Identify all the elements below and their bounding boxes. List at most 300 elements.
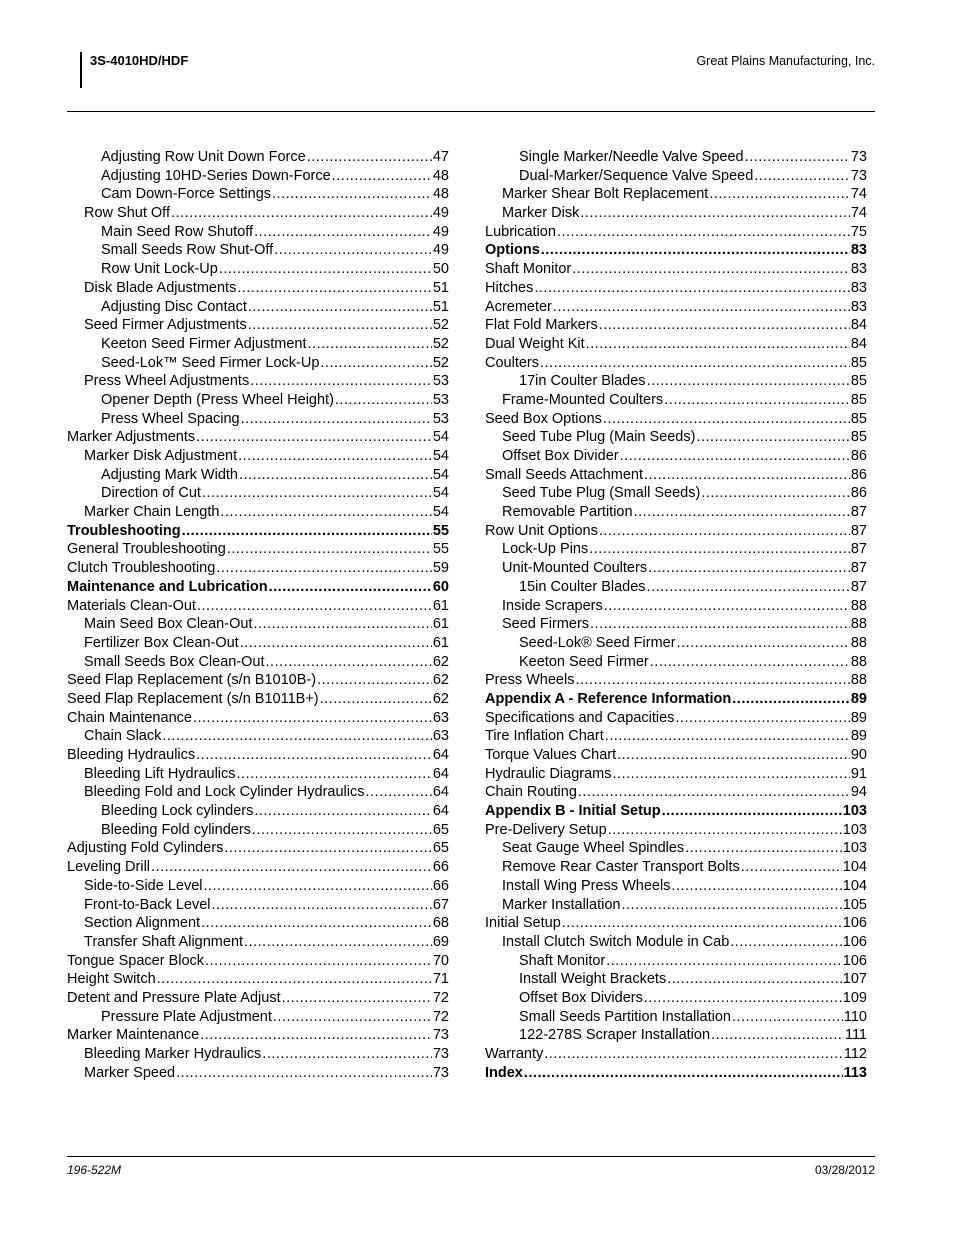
toc-entry-page: 87 [850, 560, 867, 577]
toc-entry-title: Leveling Drill [67, 859, 151, 876]
toc-entry-title: Press Wheels [485, 672, 575, 689]
toc-entry-page: 112 [843, 1046, 867, 1062]
toc-entry[interactable] [485, 990, 867, 1009]
footer-date: 03/28/2012 [814, 1163, 875, 1177]
toc-entry[interactable] [485, 635, 867, 654]
toc-dot-leader [620, 448, 850, 464]
toc-entry-page: 61 [432, 597, 449, 614]
toc-dot-leader [262, 1046, 432, 1062]
toc-entry-page: 71 [432, 971, 449, 988]
toc-dot-leader [237, 280, 432, 296]
toc-entry[interactable] [67, 822, 449, 841]
toc-entry[interactable] [67, 1027, 449, 1046]
toc-entry[interactable] [485, 784, 867, 803]
toc-entry[interactable] [67, 467, 449, 486]
toc-entry[interactable] [67, 859, 449, 878]
toc-entry[interactable] [67, 635, 449, 654]
toc-entry-title: Main Seed Box Clean-Out [84, 616, 253, 633]
toc-entry-title: 15in Coulter Blades [519, 578, 646, 595]
toc-entry-page: 106 [842, 933, 867, 950]
toc-entry-title: Inside Scrapers [502, 597, 603, 614]
toc-dot-leader [240, 635, 432, 651]
toc-entry[interactable] [485, 355, 867, 374]
toc-entry-title: Marker Installation [502, 896, 621, 913]
toc-entry-title: Seat Gauge Wheel Spindles [502, 840, 685, 857]
toc-entry-title: Install Clutch Switch Module in Cab [502, 933, 730, 950]
toc-entry-page: 52 [432, 335, 449, 352]
toc-entry-page: 67 [432, 896, 449, 913]
toc-entry[interactable] [67, 878, 449, 897]
toc-entry[interactable] [67, 784, 449, 803]
toc-entry-title: Adjusting Fold Cylinders [67, 840, 224, 857]
toc-entry-page: 104 [842, 877, 867, 894]
toc-entry[interactable] [67, 373, 449, 392]
toc-entry[interactable] [485, 467, 867, 486]
toc-entry-title: Adjusting 10HD-Series Down-Force [101, 167, 331, 184]
toc-dot-leader [365, 784, 431, 800]
toc-dot-leader [732, 691, 850, 707]
toc-entry-title: Seed Firmers [502, 616, 590, 633]
toc-entry[interactable] [67, 355, 449, 374]
toc-dot-leader [524, 1065, 843, 1081]
toc-entry-title: Options [485, 242, 540, 259]
toc-entry-page: 54 [432, 504, 449, 521]
toc-entry-title: Height Switch [67, 971, 156, 988]
toc-entry[interactable] [67, 261, 449, 280]
toc-entry-page: 85 [850, 354, 867, 371]
toc-entry-title: Index [485, 1064, 523, 1081]
toc-entry[interactable] [67, 710, 449, 729]
toc-entry-title: Marker Adjustments [67, 429, 196, 446]
toc-entry-page: 104 [842, 859, 867, 876]
toc-entry-title: Marker Speed [84, 1064, 176, 1081]
toc-entry[interactable] [485, 934, 867, 953]
toc-entry-page: 87 [850, 541, 867, 558]
toc-dot-leader [599, 317, 850, 333]
toc-entry[interactable] [485, 672, 867, 691]
toc-entry[interactable] [485, 504, 867, 523]
toc-entry[interactable] [485, 149, 867, 168]
toc-dot-leader [237, 766, 432, 782]
toc-dot-leader [590, 616, 850, 632]
toc-dot-leader [580, 205, 850, 221]
toc-entry[interactable] [67, 840, 449, 859]
toc-entry-page: 50 [432, 261, 449, 278]
toc-entry[interactable] [485, 560, 867, 579]
toc-entry[interactable] [67, 224, 449, 243]
toc-entry-page: 52 [432, 354, 449, 371]
toc-entry-page: 47 [432, 149, 449, 165]
toc-entry[interactable] [67, 897, 449, 916]
toc-entry[interactable] [67, 429, 449, 448]
toc-entry-page: 103 [842, 821, 867, 838]
toc-entry[interactable] [67, 186, 449, 205]
toc-dot-leader [219, 261, 432, 277]
toc-dot-leader [617, 747, 850, 763]
toc-entry[interactable] [485, 1065, 867, 1084]
toc-entry-title: Shaft Monitor [519, 952, 606, 969]
footer-doc-number: 196-522M [67, 1163, 122, 1177]
toc-entry[interactable] [485, 1046, 867, 1065]
toc-entry-page: 110 [843, 1008, 867, 1025]
toc-entry-page: 52 [432, 317, 449, 334]
toc-entry-title: Row Unit Lock-Up [101, 261, 218, 278]
toc-entry-title: Main Seed Row Shutoff [101, 223, 254, 240]
toc-entry[interactable] [485, 598, 867, 617]
toc-entry[interactable] [67, 579, 449, 598]
toc-entry-page: 111 [844, 1027, 867, 1044]
toc-dot-leader [216, 560, 432, 576]
toc-dot-leader [741, 859, 842, 875]
toc-entry-title: Marker Chain Length [84, 504, 220, 521]
toc-entry[interactable] [67, 654, 449, 673]
toc-entry-title: Acremeter [485, 298, 552, 315]
toc-dot-leader [540, 355, 850, 371]
toc-entry[interactable] [485, 448, 867, 467]
toc-entry-title: Chain Routing [485, 784, 577, 801]
toc-entry[interactable] [67, 616, 449, 635]
toc-entry-page: 74 [850, 186, 867, 203]
toc-entry[interactable] [67, 336, 449, 355]
toc-entry-page: 73 [432, 1046, 449, 1062]
toc-entry[interactable] [67, 1046, 449, 1065]
toc-entry[interactable] [485, 579, 867, 598]
toc-entry-title: Transfer Shaft Alignment [84, 933, 244, 950]
toc-entry-page: 88 [850, 597, 867, 614]
toc-entry[interactable] [67, 915, 449, 934]
toc-entry[interactable] [67, 766, 449, 785]
toc-entry[interactable] [67, 485, 449, 504]
toc-dot-leader [711, 1027, 844, 1043]
toc-entry-page: 86 [850, 448, 867, 464]
toc-entry-title: Torque Values Chart [485, 747, 617, 763]
toc-entry-title: Fertilizer Box Clean-Out [84, 634, 239, 651]
toc-entry-page: 94 [850, 784, 867, 801]
toc-entry[interactable] [485, 261, 867, 280]
toc-entry-title: Install Wing Press Wheels [502, 877, 671, 894]
toc-dot-leader [696, 429, 849, 445]
toc-dot-leader [541, 242, 850, 258]
toc-entry-title: Install Weight Brackets [519, 971, 667, 988]
toc-entry-title: Seed Flap Replacement (s/n B1010B-) [67, 672, 317, 689]
toc-dot-leader [553, 299, 850, 315]
toc-dot-leader [205, 953, 432, 969]
toc-entry-title: Flat Fold Markers [485, 317, 598, 334]
toc-dot-leader [274, 242, 432, 258]
toc-dot-leader [613, 766, 850, 782]
toc-entry[interactable] [67, 934, 449, 953]
toc-entry[interactable] [67, 523, 449, 542]
toc-dot-leader [248, 299, 432, 315]
toc-entry-page: 107 [842, 971, 867, 988]
toc-entry-page: 68 [432, 915, 449, 932]
toc-entry[interactable] [67, 392, 449, 411]
toc-entry-title: Adjusting Row Unit Down Force [101, 149, 306, 165]
toc-entry[interactable] [485, 186, 867, 205]
toc-entry-page: 85 [850, 373, 867, 390]
toc-entry-page: 64 [432, 765, 449, 782]
toc-entry-title: Hydraulic Diagrams [485, 765, 612, 782]
toc-entry-page: 49 [432, 205, 449, 222]
toc-entry-title: Bleeding Lift Hydraulics [84, 765, 236, 782]
header-vertical-bar [80, 52, 82, 88]
toc-entry-title: Hitches [485, 279, 534, 296]
toc-entry[interactable] [485, 971, 867, 990]
toc-dot-leader [253, 616, 431, 632]
toc-entry[interactable] [485, 691, 867, 710]
toc-dot-leader [204, 878, 432, 894]
toc-entry[interactable] [485, 822, 867, 841]
toc-entry-page: 61 [432, 634, 449, 651]
toc-dot-leader [701, 485, 850, 501]
toc-entry[interactable] [485, 224, 867, 243]
toc-entry[interactable] [485, 336, 867, 355]
toc-entry-title: Tongue Spacer Block [67, 952, 205, 969]
toc-dot-leader [196, 747, 432, 763]
toc-entry-page: 113 [843, 1064, 867, 1081]
toc-entry[interactable] [67, 1065, 449, 1084]
toc-dot-leader [254, 803, 432, 819]
toc-entry[interactable] [485, 411, 867, 430]
toc-entry-page: 83 [850, 279, 867, 296]
toc-entry[interactable] [485, 840, 867, 859]
toc-entry[interactable] [67, 411, 449, 430]
toc-entry-page: 106 [842, 952, 867, 969]
toc-entry[interactable] [485, 1027, 867, 1046]
toc-entry-title: Lubrication [485, 223, 556, 240]
toc-dot-leader [282, 990, 432, 1006]
toc-entry[interactable] [485, 205, 867, 224]
toc-entry-title: Marker Disk [502, 205, 580, 222]
toc-dot-leader [248, 317, 432, 333]
toc-entry-page: 48 [432, 186, 449, 203]
toc-entry-page: 73 [850, 149, 867, 165]
toc-dot-leader [201, 915, 432, 931]
toc-entry-title: Single Marker/Needle Valve Speed [519, 149, 744, 165]
toc-dot-leader [272, 186, 432, 202]
toc-entry-page: 106 [842, 915, 867, 932]
toc-entry-title: Marker Shear Bolt Replacement [502, 186, 709, 203]
toc-entry[interactable] [67, 299, 449, 318]
toc-entry-page: 87 [850, 578, 867, 595]
toc-dot-leader [664, 392, 850, 408]
toc-entry-page: 73 [432, 1027, 449, 1044]
toc-dot-leader [572, 261, 850, 277]
toc-entry[interactable] [67, 560, 449, 579]
toc-entry-page: 74 [850, 205, 867, 222]
toc-dot-leader [677, 635, 850, 651]
header-rule [67, 111, 875, 112]
header-company: Great Plains Manufacturing, Inc. [696, 54, 875, 68]
toc-entry[interactable] [485, 859, 867, 878]
toc-entry-page: 63 [432, 709, 449, 726]
toc-entry-page: 72 [432, 1008, 449, 1025]
toc-entry-title: Dual-Marker/Sequence Valve Speed [519, 167, 754, 184]
toc-dot-leader [709, 186, 850, 202]
toc-entry-page: 55 [432, 541, 449, 558]
toc-entry[interactable] [485, 299, 867, 318]
toc-entry-page: 73 [432, 1064, 449, 1081]
toc-entry-page: 87 [850, 504, 867, 521]
toc-dot-leader [239, 467, 432, 483]
toc-entry-title: Opener Depth (Press Wheel Height) [101, 391, 334, 408]
toc-dot-leader [220, 504, 431, 520]
toc-entry[interactable] [485, 878, 867, 897]
toc-entry[interactable] [67, 747, 449, 766]
toc-entry[interactable] [67, 971, 449, 990]
toc-entry-page: 91 [850, 765, 867, 782]
toc-dot-leader [224, 840, 432, 856]
toc-entry-page: 103 [842, 803, 867, 820]
toc-entry[interactable] [485, 654, 867, 673]
toc-entry-title: Maintenance and Lubrication [67, 578, 268, 595]
toc-entry[interactable] [67, 168, 449, 187]
toc-entry-page: 64 [432, 747, 449, 763]
toc-entry[interactable] [67, 541, 449, 560]
toc-dot-leader [730, 934, 842, 950]
toc-dot-leader [196, 429, 432, 445]
toc-dot-leader [151, 859, 432, 875]
toc-entry[interactable] [485, 523, 867, 542]
toc-entry-title: Marker Disk Adjustment [84, 448, 238, 464]
toc-entry-title: Pre-Delivery Setup [485, 821, 607, 838]
toc-entry-title: Seed Tube Plug (Small Seeds) [502, 485, 701, 502]
toc-entry[interactable] [67, 598, 449, 617]
toc-entry-page: 109 [842, 989, 867, 1006]
toc-entry[interactable] [67, 691, 449, 710]
toc-dot-leader [317, 672, 432, 688]
toc-entry-title: Removable Partition [502, 504, 633, 521]
toc-entry[interactable] [67, 280, 449, 299]
toc-entry-title: Materials Clean-Out [67, 597, 196, 614]
toc-entry-title: Small Seeds Attachment [485, 466, 643, 483]
toc-entry-page: 85 [850, 391, 867, 408]
toc-dot-leader [575, 672, 849, 688]
toc-dot-leader [604, 598, 850, 614]
toc-entry-page: 85 [850, 429, 867, 446]
toc-entry[interactable] [67, 953, 449, 972]
toc-entry[interactable] [67, 149, 449, 168]
toc-entry[interactable] [485, 485, 867, 504]
toc-dot-leader [647, 579, 850, 595]
toc-dot-leader [320, 691, 432, 707]
toc-entry[interactable] [485, 1009, 867, 1028]
toc-entry[interactable] [485, 803, 867, 822]
toc-entry[interactable] [67, 728, 449, 747]
toc-entry[interactable] [67, 205, 449, 224]
toc-entry[interactable] [67, 990, 449, 1009]
toc-dot-leader [269, 579, 432, 595]
toc-dot-leader [320, 355, 431, 371]
toc-dot-leader [589, 541, 850, 557]
toc-entry-title: Small Seeds Row Shut-Off [101, 242, 274, 259]
footer-rule [67, 1156, 875, 1157]
toc-dot-leader [202, 485, 432, 501]
toc-dot-leader [244, 934, 432, 950]
toc-dot-leader [586, 336, 850, 352]
toc-entry-page: 54 [432, 429, 449, 446]
toc-entry-title: Bleeding Fold and Lock Cylinder Hydraulics [84, 784, 365, 801]
toc-entry[interactable] [485, 953, 867, 972]
toc-entry-title: 122-278S Scraper Installation [519, 1027, 711, 1044]
toc-entry-page: 59 [432, 560, 449, 577]
toc-entry-page: 84 [850, 335, 867, 352]
toc-dot-leader [667, 971, 842, 987]
toc-entry-title: Seed Box Options [485, 410, 602, 427]
toc-entry-title: Keeton Seed Firmer [519, 653, 649, 670]
toc-dot-leader [644, 990, 842, 1006]
toc-entry-page: 105 [842, 896, 867, 913]
toc-entry-page: 87 [850, 522, 867, 539]
toc-entry[interactable] [67, 672, 449, 691]
toc-entry[interactable] [67, 242, 449, 261]
toc-entry[interactable] [67, 803, 449, 822]
toc-entry-page: 64 [432, 803, 449, 820]
toc-entry-page: 70 [432, 952, 449, 969]
toc-entry-page: 51 [432, 298, 449, 315]
toc-entry-title: Bleeding Hydraulics [67, 747, 196, 763]
toc-entry[interactable] [67, 504, 449, 523]
toc-entry-title: Bleeding Marker Hydraulics [84, 1046, 262, 1062]
toc-entry-title: Offset Box Divider [502, 448, 619, 464]
toc-dot-leader [557, 224, 850, 240]
toc-entry[interactable] [67, 317, 449, 336]
toc-entry[interactable] [485, 373, 867, 392]
toc-entry-title: Seed-Lok™ Seed Firmer Lock-Up [101, 354, 320, 371]
toc-dot-leader [266, 654, 432, 670]
toc-entry[interactable] [485, 616, 867, 635]
toc-entry[interactable] [67, 1009, 449, 1028]
toc-entry-page: 66 [432, 859, 449, 876]
toc-entry-title: Chain Slack [84, 728, 162, 745]
header-model: 3S-4010HD/HDF [90, 53, 189, 68]
toc-entry[interactable] [485, 392, 867, 411]
toc-entry[interactable] [485, 242, 867, 261]
toc-dot-leader [534, 280, 850, 296]
toc-entry-title: Tire Inflation Chart [485, 728, 604, 745]
toc-entry-title: Detent and Pressure Plate Adjust [67, 989, 281, 1006]
toc-entry[interactable] [485, 728, 867, 747]
toc-dot-leader [634, 504, 850, 520]
toc-entry-title: Lock-Up Pins [502, 541, 589, 558]
toc-entry-title: Troubleshooting [67, 522, 181, 539]
toc-entry[interactable] [485, 168, 867, 187]
toc-entry[interactable] [485, 317, 867, 336]
toc-dot-leader [308, 336, 432, 352]
toc-entry[interactable] [485, 710, 867, 729]
toc-dot-leader [647, 373, 850, 389]
toc-entry[interactable] [485, 766, 867, 785]
toc-entry-page: 49 [432, 223, 449, 240]
toc-entry[interactable] [67, 448, 449, 467]
toc-entry[interactable] [485, 747, 867, 766]
toc-entry-title: Warranty [485, 1046, 544, 1062]
toc-dot-leader [644, 467, 850, 483]
toc-entry-page: 89 [850, 690, 867, 707]
toc-dot-leader [176, 1065, 432, 1081]
toc-entry-title: Bleeding Fold cylinders [101, 821, 251, 838]
toc-entry-title: Adjusting Disc Contact [101, 298, 247, 315]
toc-entry[interactable] [485, 897, 867, 916]
toc-entry-page: 61 [432, 616, 449, 633]
toc-entry[interactable] [485, 280, 867, 299]
toc-entry-title: Remove Rear Caster Transport Bolts [502, 859, 740, 876]
toc-entry[interactable] [485, 541, 867, 560]
toc-entry[interactable] [485, 915, 867, 934]
toc-dot-leader [332, 168, 432, 184]
toc-entry[interactable] [485, 429, 867, 448]
toc-dot-leader [675, 710, 849, 726]
